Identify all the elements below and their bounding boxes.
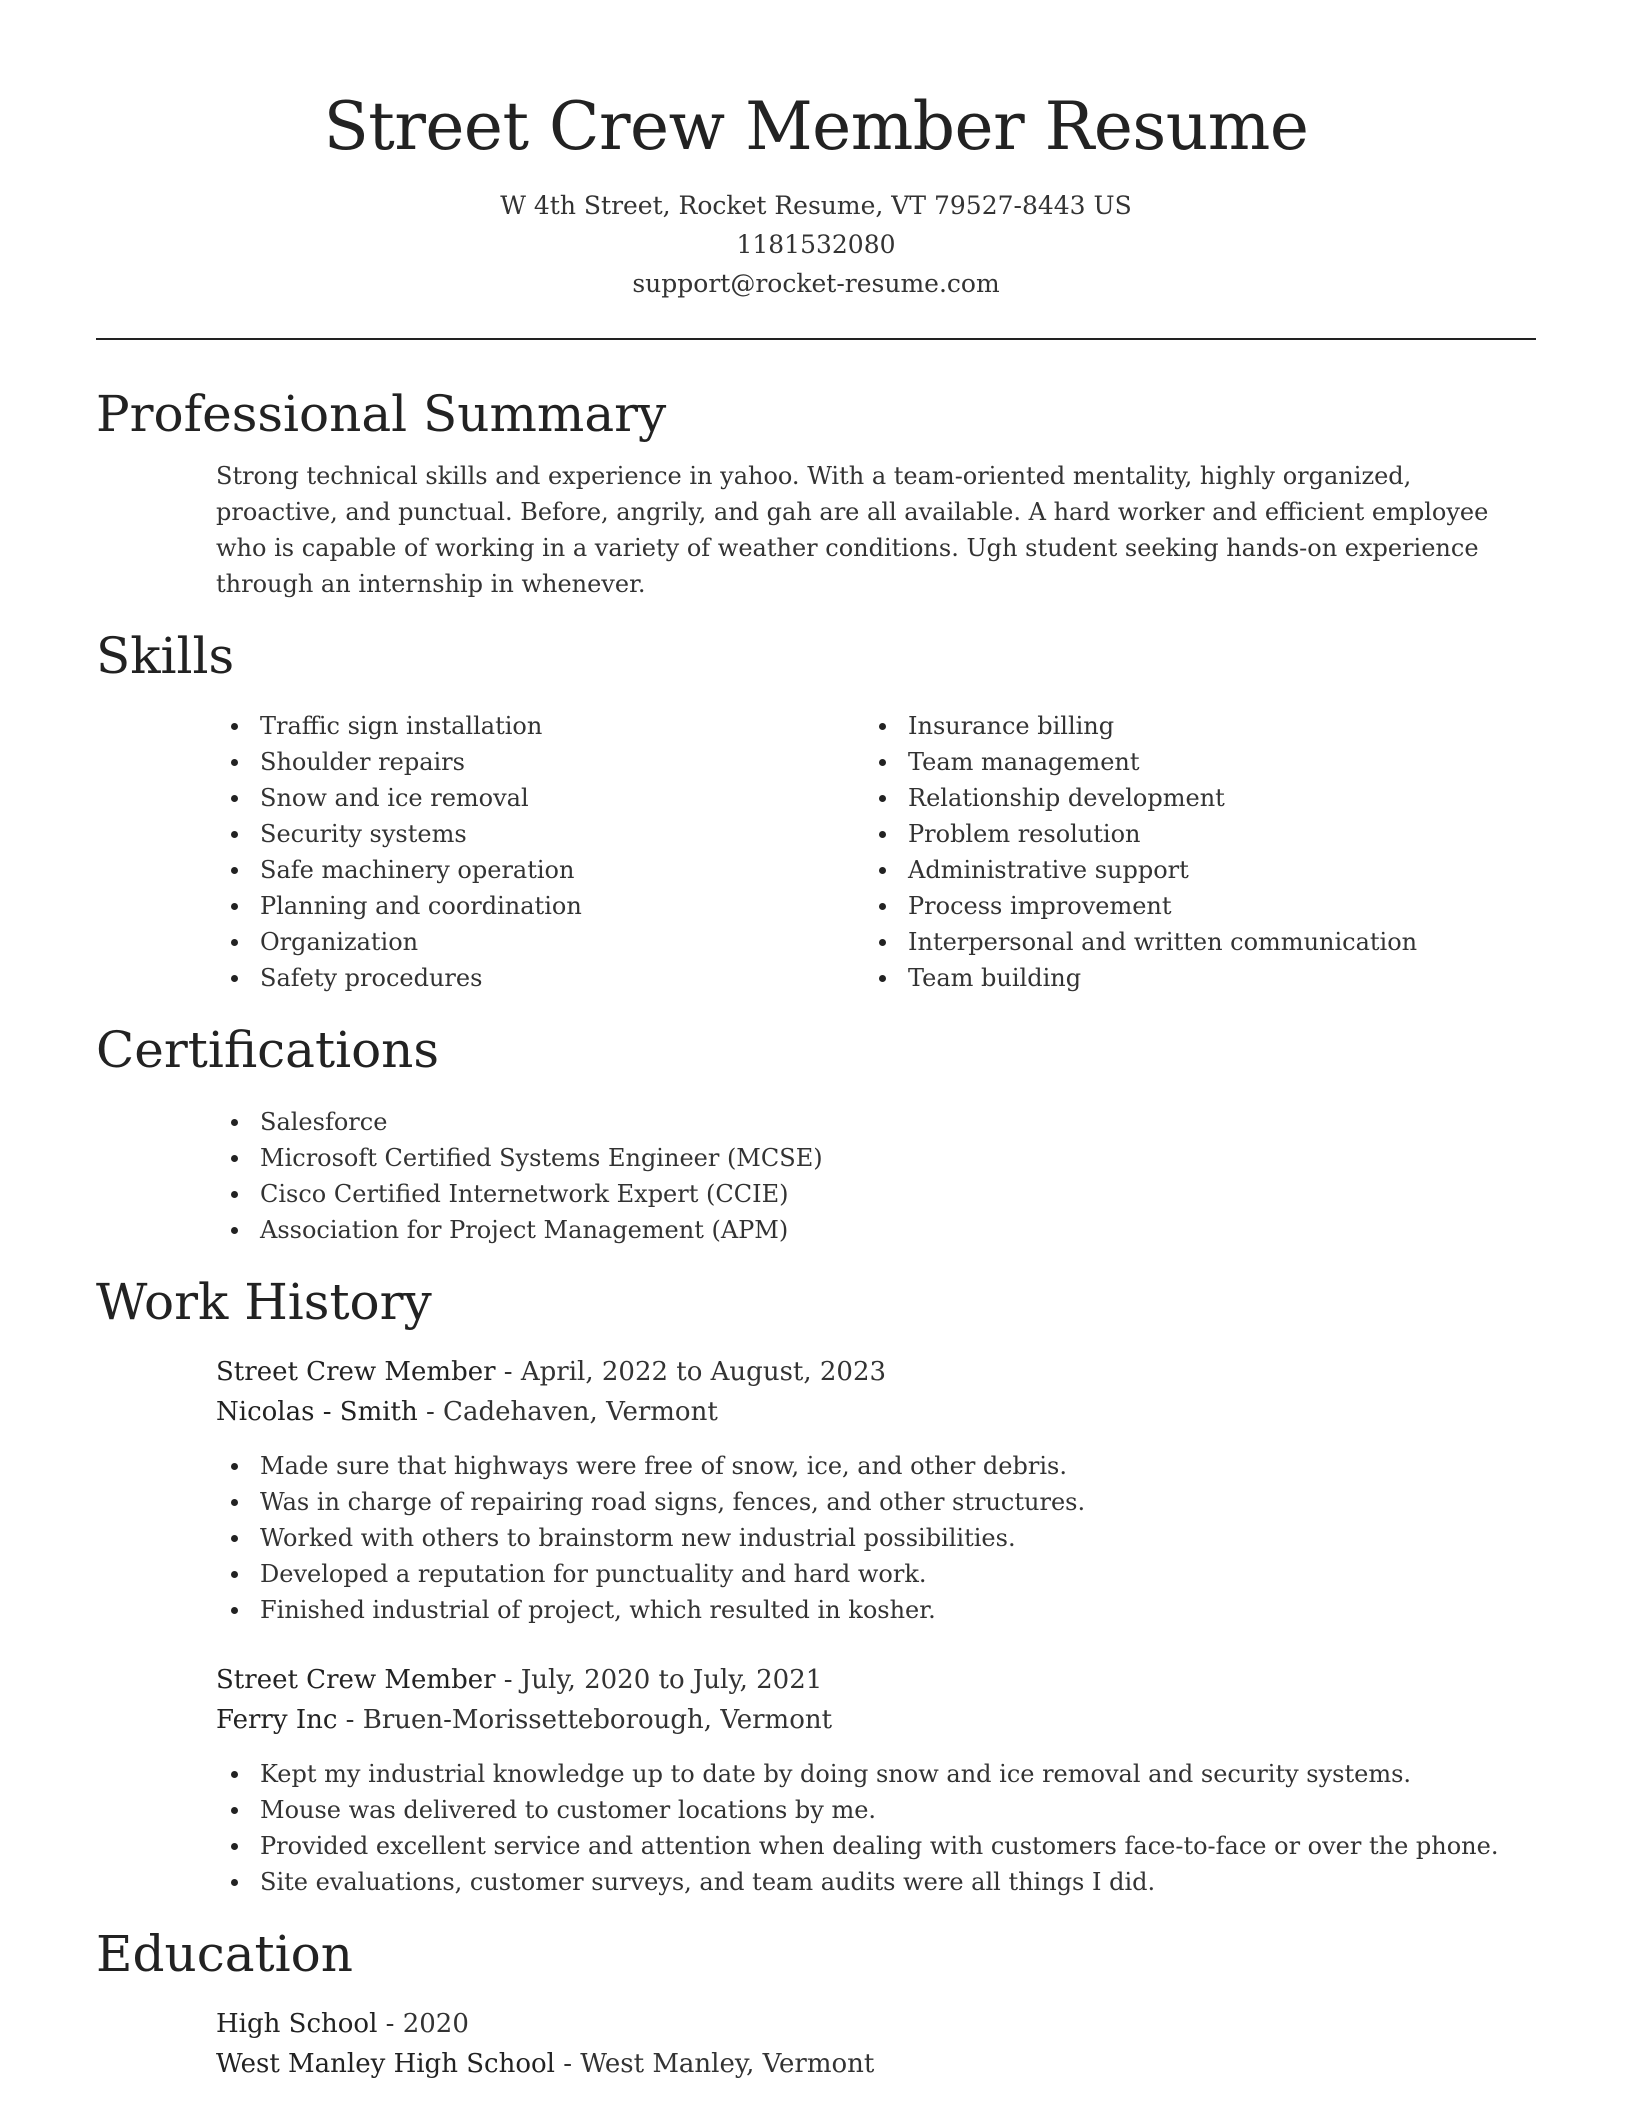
- certifications-list: [216, 1104, 1536, 1248]
- job-bullet: Mouse was delivered to customer locations by me.: [260, 1792, 1536, 1828]
- summary-section: [96, 382, 1536, 602]
- education-school: West Manley High School: [216, 2049, 555, 2079]
- skill-item: Insurance billing: [908, 708, 1536, 744]
- job-company: Nicolas - Smith: [216, 1397, 418, 1427]
- skills-list-left: [216, 708, 864, 996]
- contact-block: [96, 186, 1536, 303]
- resume-title: Street Crew Member Resume: [323, 88, 1309, 165]
- skill-item: Safety procedures: [260, 960, 864, 996]
- job-location: - Bruen-Morissetteborough, Vermont: [337, 1705, 833, 1735]
- work-history-heading: Work History: [96, 1273, 432, 1331]
- education-degree: High School: [216, 2009, 378, 2039]
- job-bullet: Kept my industrial knowledge up to date by doing snow and ice removal and security systems.: [260, 1756, 1536, 1792]
- education-location: - West Manley, Vermont: [554, 2049, 875, 2079]
- skill-item: Team management: [908, 744, 1536, 780]
- certifications-heading: Certifications: [96, 1021, 440, 1079]
- contact-email: support@rocket-resume.com: [632, 269, 1000, 298]
- job-entry: [216, 1660, 1536, 1900]
- job-company: Ferry Inc: [216, 1705, 338, 1735]
- certification-item: Microsoft Certified Systems Engineer (MCSE): [260, 1140, 1536, 1176]
- job-bullet: Provided excellent service and attention when dealing with customers face-to-face or over the phone.: [260, 1828, 1536, 1864]
- job-bullet: Was in charge of repairing road signs, fences, and other structures.: [260, 1484, 1536, 1520]
- summary-text: Strong technical skills and experience in yahoo. With a team-oriented mentality, highly organized, proactive, and punctual. Before, angrily, and gah are all available. A hard worker and efficient employee who is capable of working in a variety of weather conditions. Ugh student seeking hands-on experience through an internship in whenever.: [216, 462, 1489, 598]
- job-title-line: [216, 1660, 1536, 1700]
- certifications-section: [96, 1018, 1536, 1248]
- skills-heading: Skills: [96, 627, 235, 685]
- job-dates: - April, 2022 to August, 2023: [495, 1357, 887, 1387]
- certification-item: Association for Project Management (APM): [260, 1212, 1536, 1248]
- job-entry: [216, 1352, 1536, 1628]
- certification-item: Cisco Certified Internetwork Expert (CCIE): [260, 1176, 1536, 1212]
- skills-section: [96, 624, 1536, 996]
- education-heading: Education: [96, 1925, 353, 1983]
- education-year: - 2020: [377, 2009, 469, 2039]
- skills-list-right: [864, 708, 1536, 996]
- job-dates: - July, 2020 to July, 2021: [495, 1665, 823, 1695]
- job-title-line: [216, 1352, 1536, 1392]
- header-divider: [96, 338, 1536, 340]
- job-bullet: Worked with others to brainstorm new industrial possibilities.: [260, 1520, 1536, 1556]
- education-section: [96, 1922, 1536, 2084]
- job-role: Street Crew Member: [216, 1357, 496, 1387]
- skill-item: Planning and coordination: [260, 888, 864, 924]
- skills-grid: [216, 708, 1536, 996]
- skill-item: Shoulder repairs: [260, 744, 864, 780]
- skill-item: Team building: [908, 960, 1536, 996]
- skill-item: Snow and ice removal: [260, 780, 864, 816]
- work-history-section: [96, 1270, 1536, 1900]
- education-school-line: [216, 2044, 1536, 2084]
- education-degree-line: [216, 2004, 1536, 2044]
- job-location: - Cadehaven, Vermont: [417, 1397, 718, 1427]
- skill-item: Process improvement: [908, 888, 1536, 924]
- job-bullets: [216, 1756, 1536, 1900]
- contact-phone: 1181532080: [736, 230, 896, 259]
- skill-item: Organization: [260, 924, 864, 960]
- certification-item: Salesforce: [260, 1104, 1536, 1140]
- job-bullets: [216, 1448, 1536, 1628]
- job-company-line: [216, 1392, 1536, 1432]
- skill-item: Problem resolution: [908, 816, 1536, 852]
- job-role: Street Crew Member: [216, 1665, 496, 1695]
- job-bullet: Site evaluations, customer surveys, and team audits were all things I did.: [260, 1864, 1536, 1900]
- skill-item: Relationship development: [908, 780, 1536, 816]
- contact-address: W 4th Street, Rocket Resume, VT 79527-8443 US: [500, 191, 1132, 220]
- skill-item: Interpersonal and written communication: [908, 924, 1536, 960]
- job-bullet: Developed a reputation for punctuality and hard work.: [260, 1556, 1536, 1592]
- skill-item: Administrative support: [908, 852, 1536, 888]
- summary-heading: Professional Summary: [96, 385, 667, 443]
- job-bullet: Made sure that highways were free of snow, ice, and other debris.: [260, 1448, 1536, 1484]
- education-entry: [216, 2004, 1536, 2084]
- skill-item: Safe machinery operation: [260, 852, 864, 888]
- skill-item: Traffic sign installation: [260, 708, 864, 744]
- job-company-line: [216, 1700, 1536, 1740]
- skill-item: Security systems: [260, 816, 864, 852]
- resume-header: [96, 0, 1536, 303]
- job-bullet: Finished industrial of project, which resulted in kosher.: [260, 1592, 1536, 1628]
